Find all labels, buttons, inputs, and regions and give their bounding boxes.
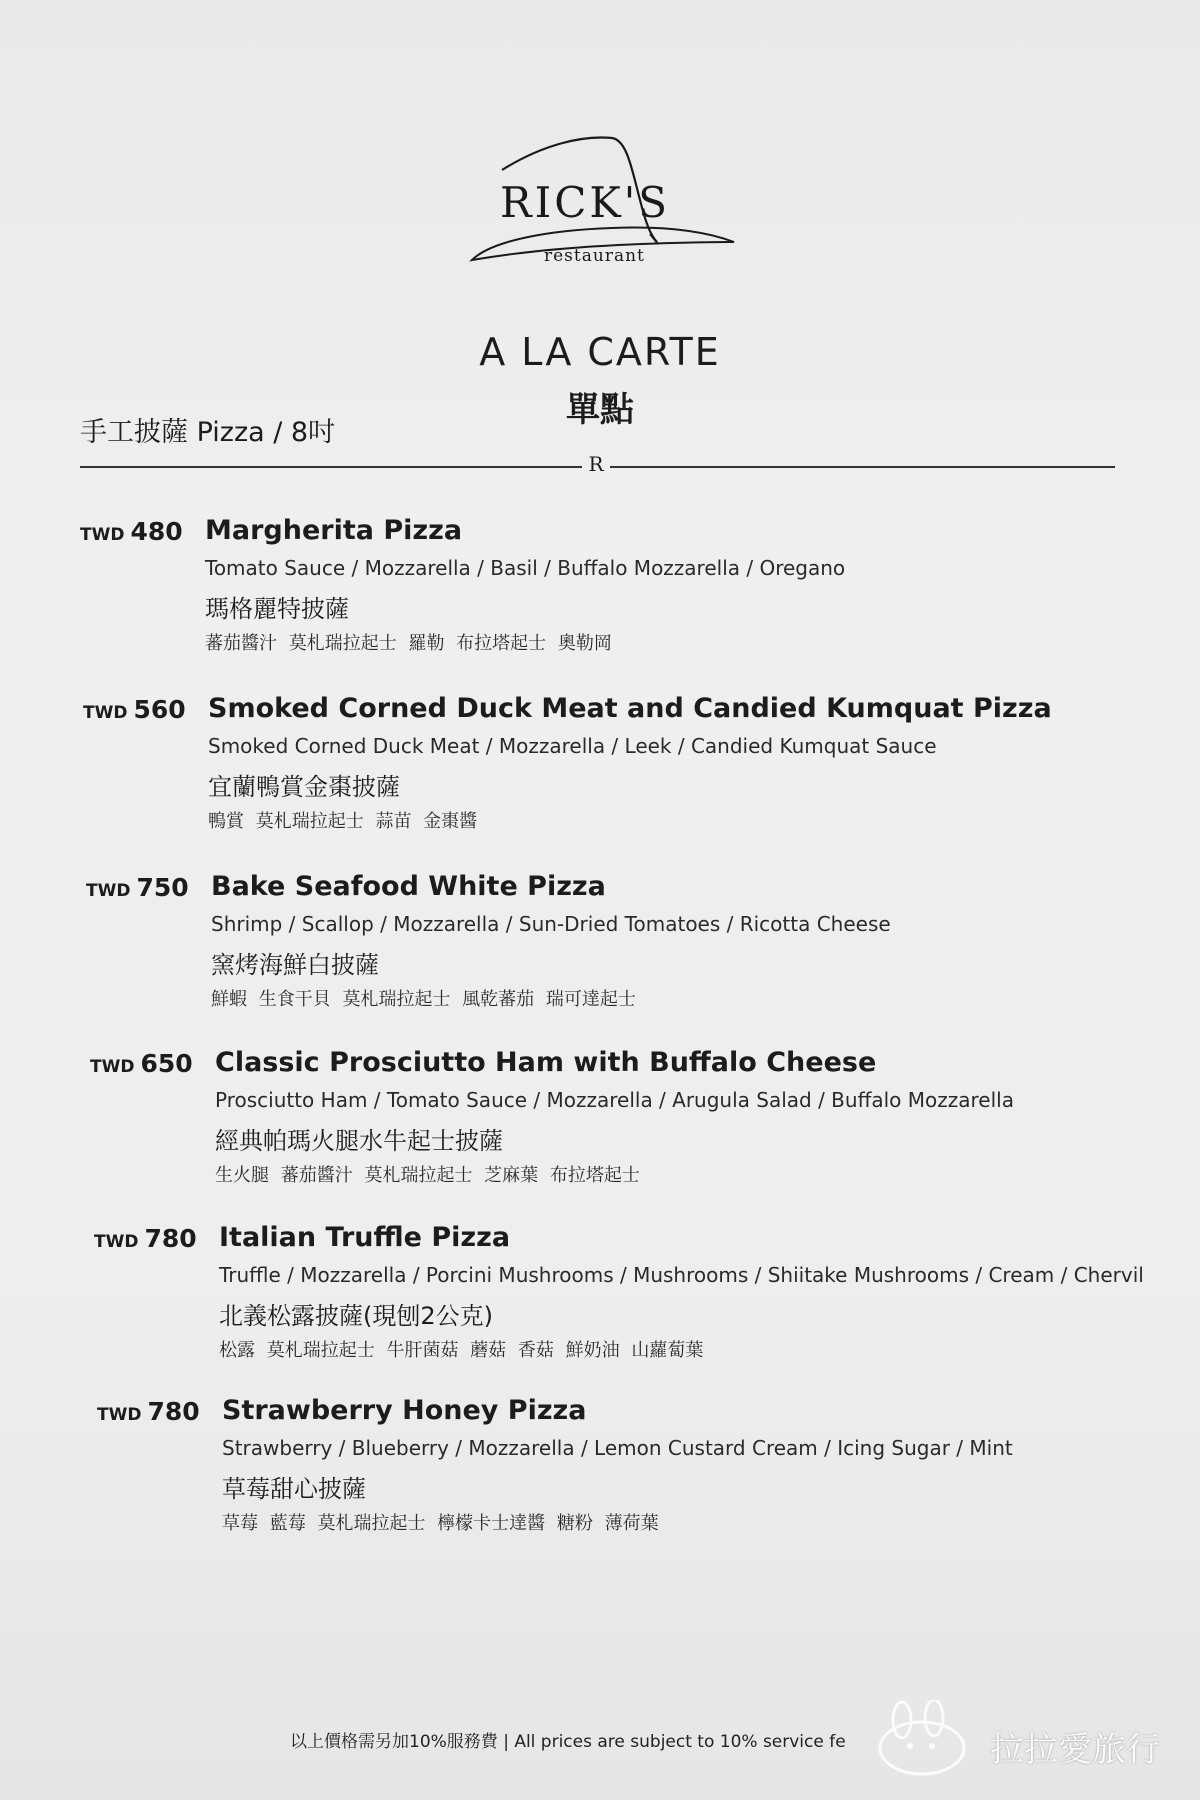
item-name: Classic Prosciutto Ham with Buffalo Cheese: [215, 1047, 877, 1078]
item-name-chinese: 瑪格麗特披薩: [205, 595, 349, 623]
item-ingredients-chinese: 草莓 藍莓 莫札瑞拉起士 檸檬卡士達醬 糖粉 薄荷葉: [222, 1513, 659, 1534]
item-name: Margherita Pizza: [205, 515, 463, 546]
item-name: Smoked Corned Duck Meat and Candied Kumquat Pizza: [208, 693, 1052, 724]
item-name: Bake Seafood White Pizza: [211, 871, 606, 902]
item-ingredients-chinese: 鴨賞 莫札瑞拉起士 蒜苗 金棗醬: [208, 811, 478, 832]
item-price: TWD 480: [80, 517, 183, 546]
item-name-chinese: 草莓甜心披薩: [222, 1475, 366, 1503]
item-ingredients-chinese: 鮮蝦 生食干貝 莫札瑞拉起士 風乾蕃茄 瑞可達起士: [211, 989, 636, 1010]
item-name-chinese: 宜蘭鴨賞金棗披薩: [208, 773, 400, 801]
item-name: Italian Truffle Pizza: [219, 1222, 511, 1253]
item-ingredients: Shrimp / Scallop / Mozzarella / Sun-Dried Tomatoes / Ricotta Cheese: [211, 912, 891, 936]
item-ingredients: Prosciutto Ham / Tomato Sauce / Mozzarella / Arugula Salad / Buffalo Mozzarella: [215, 1088, 1014, 1112]
service-fee-note: 以上價格需另加10%服務費 | All prices are subject to 10% service fe: [290, 1732, 846, 1752]
watermark: [872, 1700, 1160, 1780]
item-ingredients: Tomato Sauce / Mozzarella / Basil / Buffalo Mozzarella / Oregano: [205, 556, 846, 580]
item-price: TWD 780: [97, 1397, 200, 1426]
logo-name: RICK'S: [500, 178, 671, 227]
item-ingredients: Strawberry / Blueberry / Mozzarella / Lemon Custard Cream / Icing Sugar / Mint: [222, 1436, 1013, 1460]
divider-line-left: [80, 466, 582, 468]
item-price: TWD 750: [86, 873, 189, 902]
item-ingredients-chinese: 蕃茄醬汁 莫札瑞拉起士 羅勒 布拉塔起士 奧勒岡: [205, 633, 612, 654]
item-name-chinese: 北義松露披薩(現刨2公克): [219, 1302, 493, 1330]
item-price: TWD 560: [83, 695, 186, 724]
item-price: TWD 780: [94, 1224, 197, 1253]
divider-line-right: [610, 466, 1115, 468]
item-ingredients-chinese: 松露 莫札瑞拉起士 牛肝菌菇 蘑菇 香菇 鮮奶油 山蘿蔔葉: [219, 1340, 704, 1361]
watermark-bunny-icon: [872, 1700, 992, 1780]
item-name-chinese: 經典帕瑪火腿水牛起士披薩: [215, 1127, 503, 1155]
item-name-chinese: 窯烤海鮮白披薩: [211, 951, 379, 979]
watermark-text: 拉拉愛旅行: [990, 1730, 1160, 1770]
item-name: Strawberry Honey Pizza: [222, 1395, 587, 1426]
logo-subtitle: restaurant: [544, 246, 645, 266]
item-ingredients: Smoked Corned Duck Meat / Mozzarella / Leek / Candied Kumquat Sauce: [208, 734, 937, 758]
restaurant-logo: [462, 130, 742, 270]
page-title-chinese: 單點: [566, 390, 634, 430]
item-price: TWD 650: [90, 1049, 193, 1078]
section-divider: [80, 452, 1115, 476]
section-title: 手工披薩 Pizza / 8吋: [80, 417, 336, 448]
page-title: A LA CARTE: [479, 330, 721, 374]
item-ingredients-chinese: 生火腿 蕃茄醬汁 莫札瑞拉起士 芝麻葉 布拉塔起士: [215, 1165, 640, 1186]
item-ingredients: Truffle / Mozzarella / Porcini Mushrooms / Mushrooms / Shiitake Mushrooms / Cream / Chervil: [219, 1263, 1144, 1287]
divider-mark: R: [588, 452, 604, 476]
